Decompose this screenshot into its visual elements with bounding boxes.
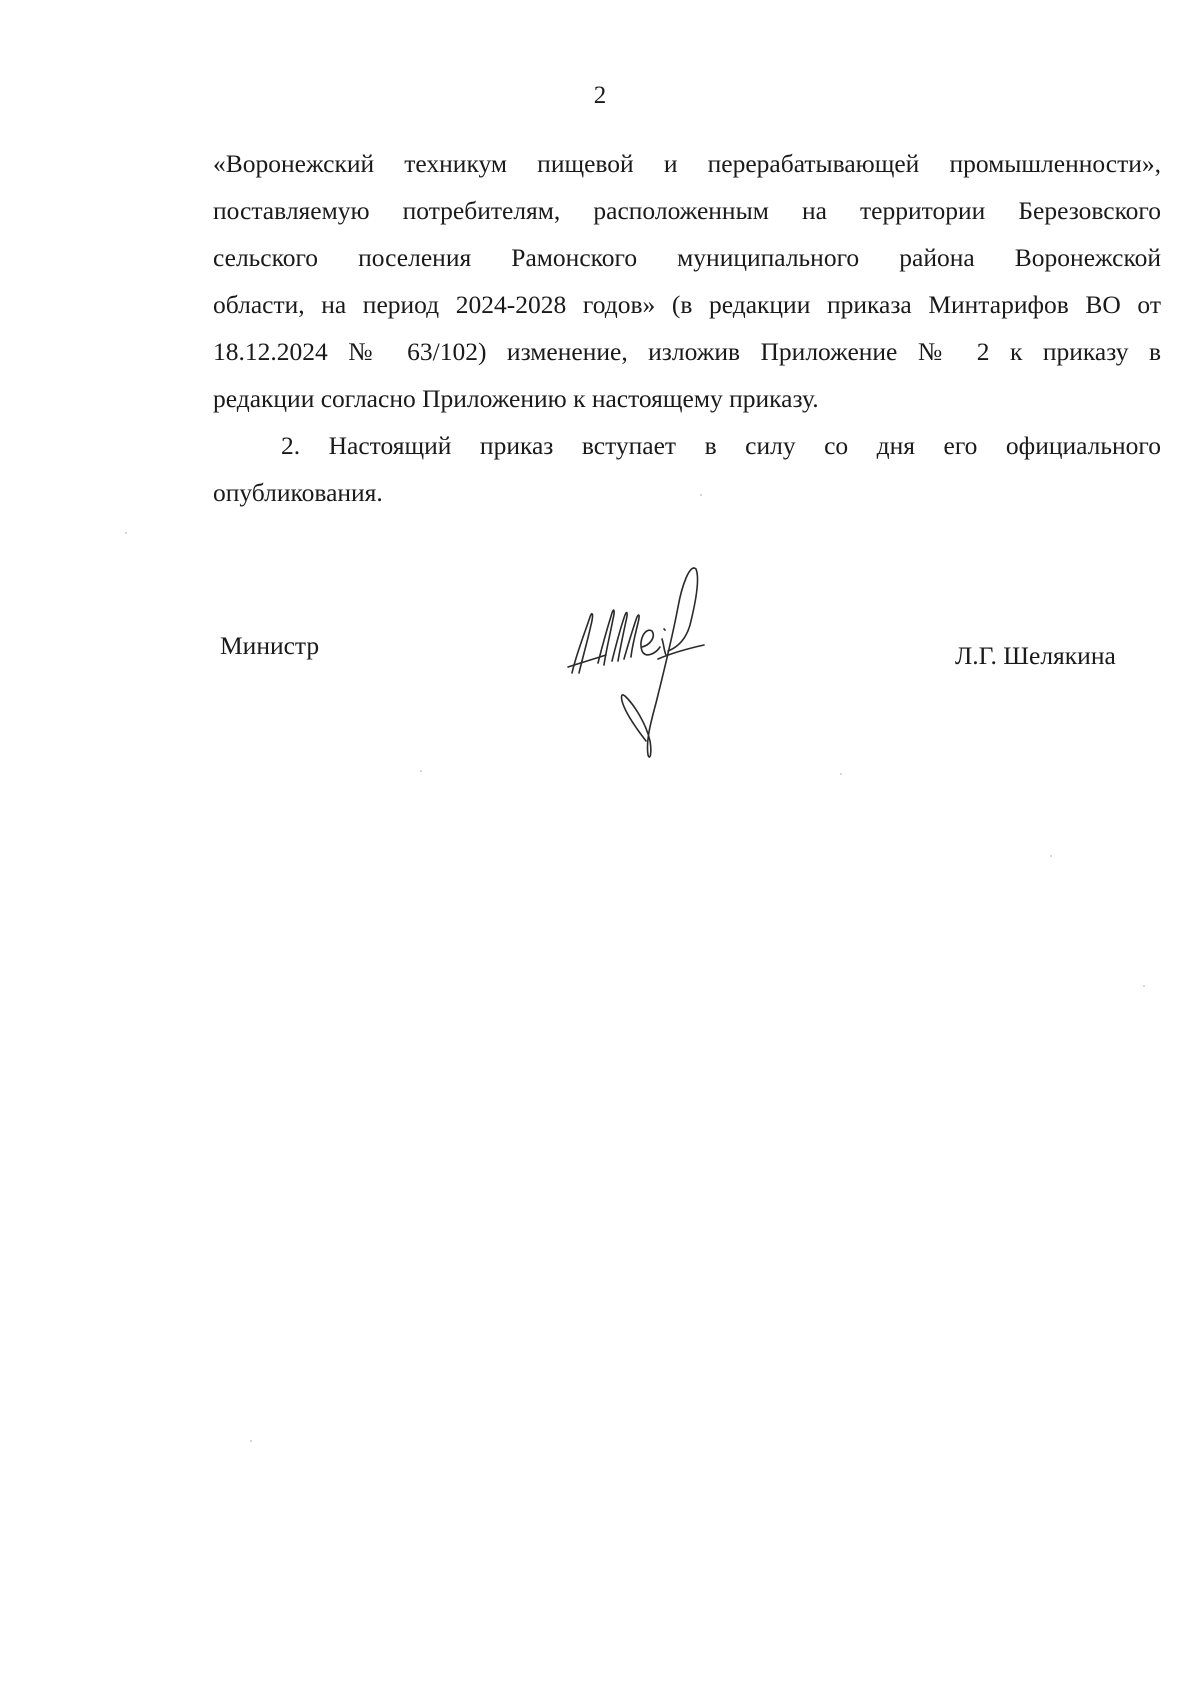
document-body [213, 140, 1161, 516]
page-number: 2 [593, 82, 607, 109]
text-line: опубликования. [213, 478, 383, 507]
scan-speck [1143, 985, 1145, 987]
scan-speck [840, 773, 842, 775]
signatory-title: Министр [220, 631, 320, 660]
signatory-name: Л.Г. Шелякина [955, 641, 1116, 670]
scan-speck [420, 770, 422, 772]
text-line: «Воронежский техникум пищевой и перерабатывающей промышленности», [213, 149, 1161, 178]
scan-speck [250, 1440, 252, 1442]
scan-speck [700, 494, 702, 496]
scan-speck [125, 532, 127, 534]
paragraph-2 [213, 422, 1161, 516]
paragraph-1 [213, 140, 1161, 422]
text-line: 18.12.2024 № 63/102) изменение, изложив Приложение № 2 к приказу в [213, 337, 1161, 366]
handwritten-signature [560, 555, 730, 770]
text-line: поставляемую потребителям, расположенным на территории Березовского [213, 196, 1161, 225]
text-line: сельского поселения Рамонского муниципального района Воронежской [213, 243, 1161, 272]
text-line: области, на период 2024-2028 годов» (в редакции приказа Минтарифов ВО от [213, 290, 1161, 319]
text-line: 2. Настоящий приказ вступает в силу со дня его официального [281, 431, 1161, 460]
text-line: редакции согласно Приложению к настоящему приказу. [213, 384, 819, 413]
scan-speck [1050, 855, 1052, 857]
